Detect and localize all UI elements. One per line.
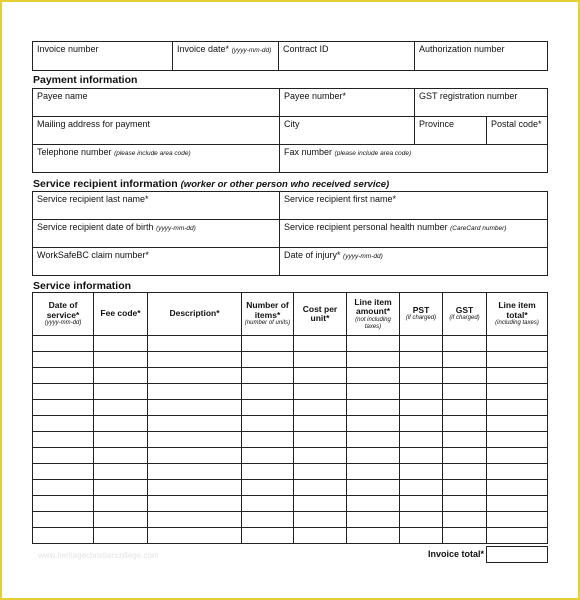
table-cell[interactable] — [400, 416, 443, 432]
table-cell[interactable] — [94, 384, 148, 400]
injury-date-hint: (yyyy-mm-dd) — [343, 253, 383, 260]
table-cell[interactable] — [148, 432, 242, 448]
table-cell[interactable] — [33, 336, 94, 352]
table-cell[interactable] — [347, 464, 400, 480]
authorization-number-field[interactable] — [414, 41, 548, 71]
province-label: Province — [419, 119, 455, 129]
table-row — [33, 352, 548, 368]
column-header — [148, 293, 242, 336]
injury-date-field[interactable] — [279, 247, 548, 276]
table-cell[interactable] — [294, 368, 347, 384]
claim-number-label: WorkSafeBC claim number* — [37, 250, 149, 260]
city-label: City — [284, 119, 300, 129]
table-cell[interactable] — [148, 480, 242, 496]
column-header-hint: (number of units) — [244, 320, 291, 326]
authorization-number-label: Authorization number — [419, 44, 505, 54]
column-header-label: Line item amount* — [354, 296, 392, 316]
table-cell[interactable] — [294, 352, 347, 368]
table-cell[interactable] — [148, 400, 242, 416]
table-cell[interactable] — [33, 512, 94, 528]
table-row — [33, 448, 548, 464]
city-field[interactable] — [279, 116, 415, 145]
table-cell[interactable] — [33, 416, 94, 432]
table-cell[interactable] — [443, 400, 487, 416]
table-cell[interactable] — [400, 464, 443, 480]
table-cell[interactable] — [443, 416, 487, 432]
mailing-address-field[interactable] — [32, 116, 280, 145]
column-header-hint: (if charged) — [449, 315, 480, 322]
recipient-health-number-field[interactable] — [279, 219, 548, 248]
fax-label: Fax number — [284, 147, 333, 157]
column-header-label: PST — [412, 304, 430, 315]
table-cell[interactable] — [487, 512, 548, 528]
table-cell[interactable] — [294, 496, 347, 512]
table-row — [33, 368, 548, 384]
table-cell[interactable] — [347, 496, 400, 512]
table-row — [33, 400, 548, 416]
payee-name-field[interactable] — [32, 88, 280, 117]
table-cell[interactable] — [242, 432, 294, 448]
table-cell[interactable] — [94, 464, 148, 480]
table-cell[interactable] — [94, 512, 148, 528]
table-cell[interactable] — [242, 480, 294, 496]
table-cell[interactable] — [148, 336, 242, 352]
table-cell[interactable] — [242, 384, 294, 400]
gst-registration-label: GST registration number — [419, 91, 518, 101]
column-header-hint: (not including taxes) — [355, 316, 391, 330]
payee-number-label: Payee number* — [284, 91, 347, 101]
table-cell[interactable] — [347, 480, 400, 496]
claim-number-field[interactable] — [32, 247, 280, 276]
table-cell[interactable] — [33, 352, 94, 368]
table-cell[interactable] — [242, 336, 294, 352]
table-cell[interactable] — [347, 368, 400, 384]
table-cell[interactable] — [347, 512, 400, 528]
table-cell[interactable] — [242, 512, 294, 528]
fax-hint: (please include area code) — [334, 150, 412, 157]
table-cell[interactable] — [148, 496, 242, 512]
table-cell[interactable] — [94, 528, 148, 544]
table-cell[interactable] — [400, 384, 443, 400]
recipient-subtitle: (worker or other person who received service) — [180, 179, 390, 190]
recipient-last-name-label: Service recipient last name* — [37, 194, 149, 204]
table-cell[interactable] — [400, 432, 443, 448]
service-section-title: Service information — [33, 280, 132, 292]
table-cell[interactable] — [400, 336, 443, 352]
telephone-hint: (please include area code) — [114, 150, 191, 157]
table-cell[interactable] — [487, 480, 548, 496]
table-cell[interactable] — [242, 528, 294, 544]
column-header — [33, 293, 94, 336]
payment-section-title: Payment information — [33, 74, 138, 86]
table-cell[interactable] — [400, 448, 443, 464]
table-cell[interactable] — [148, 512, 242, 528]
table-cell[interactable] — [487, 464, 548, 480]
invoice-number-field[interactable] — [32, 41, 173, 71]
table-cell[interactable] — [242, 400, 294, 416]
payee-number-field[interactable] — [279, 88, 415, 117]
table-cell[interactable] — [94, 400, 148, 416]
table-cell[interactable] — [443, 496, 487, 512]
table-cell[interactable] — [400, 528, 443, 544]
table-cell[interactable] — [33, 464, 94, 480]
table-cell[interactable] — [443, 384, 487, 400]
table-cell[interactable] — [443, 480, 487, 496]
table-cell[interactable] — [148, 368, 242, 384]
table-cell[interactable] — [148, 384, 242, 400]
gst-registration-field[interactable] — [414, 88, 548, 117]
telephone-field[interactable] — [32, 144, 280, 173]
recipient-section-title — [33, 178, 389, 190]
column-header — [242, 293, 294, 336]
table-cell[interactable] — [148, 416, 242, 432]
table-cell[interactable] — [487, 432, 548, 448]
table-row — [33, 512, 548, 528]
table-cell[interactable] — [294, 448, 347, 464]
table-cell[interactable] — [33, 528, 94, 544]
table-cell[interactable] — [443, 336, 487, 352]
table-cell[interactable] — [94, 496, 148, 512]
table-cell[interactable] — [94, 352, 148, 368]
table-cell[interactable] — [148, 352, 242, 368]
telephone-label: Telephone number — [37, 147, 112, 157]
table-cell[interactable] — [94, 480, 148, 496]
table-cell[interactable] — [294, 480, 347, 496]
table-cell[interactable] — [347, 400, 400, 416]
table-cell[interactable] — [347, 352, 400, 368]
table-row — [33, 496, 548, 512]
table-cell[interactable] — [94, 416, 148, 432]
table-row — [33, 528, 548, 544]
table-cell[interactable] — [294, 416, 347, 432]
watermark-text: www.heritagechristiancollege.com — [38, 551, 159, 560]
table-cell[interactable] — [443, 528, 487, 544]
table-cell[interactable] — [33, 432, 94, 448]
table-cell[interactable] — [148, 448, 242, 464]
table-cell[interactable] — [487, 368, 548, 384]
column-header-label: Description* — [169, 308, 220, 319]
table-cell[interactable] — [487, 496, 548, 512]
column-header-label: Line item total* — [498, 300, 536, 320]
column-header-hint: (if charged) — [405, 315, 437, 322]
table-cell[interactable] — [33, 496, 94, 512]
table-cell[interactable] — [242, 448, 294, 464]
table-cell[interactable] — [242, 416, 294, 432]
table-cell[interactable] — [487, 336, 548, 352]
table-cell[interactable] — [33, 368, 94, 384]
table-cell[interactable] — [242, 352, 294, 368]
table-cell[interactable] — [347, 336, 400, 352]
injury-date-label: Date of injury* — [284, 250, 341, 260]
column-header-label: Date of service* — [46, 300, 80, 320]
payee-name-label: Payee name — [37, 91, 88, 101]
table-cell[interactable] — [347, 384, 400, 400]
table-cell[interactable] — [400, 352, 443, 368]
table-cell[interactable] — [400, 496, 443, 512]
table-cell[interactable] — [487, 352, 548, 368]
table-cell[interactable] — [294, 432, 347, 448]
table-cell[interactable] — [443, 512, 487, 528]
contract-id-label: Contract ID — [283, 44, 329, 54]
table-cell[interactable] — [400, 480, 443, 496]
invoice-date-label: Invoice date* — [177, 44, 230, 54]
table-cell[interactable] — [294, 464, 347, 480]
table-cell[interactable] — [33, 480, 94, 496]
column-header-hint: (including taxes) — [495, 320, 539, 326]
invoice-date-field[interactable] — [172, 41, 279, 71]
table-cell[interactable] — [294, 336, 347, 352]
table-cell[interactable] — [347, 432, 400, 448]
table-cell[interactable] — [347, 416, 400, 432]
table-cell[interactable] — [94, 432, 148, 448]
table-row — [33, 384, 548, 400]
column-header — [294, 293, 347, 336]
table-cell[interactable] — [400, 400, 443, 416]
column-header — [400, 293, 443, 336]
table-cell[interactable] — [487, 448, 548, 464]
table-cell[interactable] — [33, 400, 94, 416]
table-cell[interactable] — [294, 528, 347, 544]
recipient-dob-hint: (yyyy-mm-dd) — [156, 225, 196, 232]
invoice-number-label: Invoice number — [37, 44, 99, 54]
column-header — [347, 293, 400, 336]
table-cell[interactable] — [33, 448, 94, 464]
recipient-dob-field[interactable] — [32, 219, 280, 248]
column-header-hint: (yyyy-mm-dd) — [44, 320, 82, 326]
postal-code-label: Postal code* — [491, 119, 542, 129]
table-cell[interactable] — [294, 512, 347, 528]
column-header-label: Fee code* — [100, 308, 141, 319]
table-cell[interactable] — [347, 528, 400, 544]
recipient-health-number-hint: (CareCard number) — [450, 225, 507, 232]
invoice-date-hint: (yyyy-mm-dd) — [231, 47, 272, 54]
recipient-dob-label: Service recipient date of birth — [37, 222, 154, 232]
table-cell[interactable] — [148, 464, 242, 480]
column-header-label: Number of items* — [246, 300, 289, 320]
recipient-health-number-label: Service recipient personal health number — [284, 222, 448, 232]
service-table-header — [33, 293, 548, 336]
table-cell[interactable] — [487, 384, 548, 400]
table-cell[interactable] — [94, 368, 148, 384]
service-table-body — [33, 336, 548, 544]
invoice-total-field[interactable] — [486, 546, 548, 563]
fax-field[interactable] — [279, 144, 548, 173]
table-cell[interactable] — [242, 368, 294, 384]
table-cell[interactable] — [400, 512, 443, 528]
table-cell[interactable] — [443, 432, 487, 448]
table-cell[interactable] — [242, 496, 294, 512]
table-cell[interactable] — [94, 448, 148, 464]
table-row — [33, 432, 548, 448]
table-row — [33, 416, 548, 432]
column-header — [443, 293, 487, 336]
table-cell[interactable] — [294, 384, 347, 400]
table-row — [33, 464, 548, 480]
column-header — [487, 293, 548, 336]
table-cell[interactable] — [148, 528, 242, 544]
table-cell[interactable] — [94, 336, 148, 352]
column-header-label: GST — [455, 304, 474, 315]
table-cell[interactable] — [443, 368, 487, 384]
table-cell[interactable] — [347, 448, 400, 464]
recipient-last-name-field[interactable] — [32, 191, 280, 220]
recipient-title: Service recipient information — [33, 178, 178, 190]
service-table — [32, 292, 548, 544]
table-cell[interactable] — [294, 400, 347, 416]
province-field[interactable] — [414, 116, 487, 145]
table-cell[interactable] — [443, 464, 487, 480]
postal-code-field[interactable] — [486, 116, 548, 145]
table-cell[interactable] — [400, 368, 443, 384]
column-header-label: Cost per unit* — [302, 303, 338, 323]
invoice-total-label: Invoice total* — [427, 549, 484, 559]
table-row — [33, 480, 548, 496]
table-cell[interactable] — [487, 416, 548, 432]
table-cell[interactable] — [487, 400, 548, 416]
table-cell[interactable] — [33, 384, 94, 400]
recipient-first-name-field[interactable] — [279, 191, 548, 220]
contract-id-field[interactable] — [278, 41, 415, 71]
table-row — [33, 336, 548, 352]
column-header — [94, 293, 148, 336]
table-cell[interactable] — [487, 528, 548, 544]
mailing-address-label: Mailing address for payment — [37, 119, 151, 129]
recipient-first-name-label: Service recipient first name* — [284, 194, 397, 204]
table-cell[interactable] — [242, 464, 294, 480]
table-cell[interactable] — [443, 352, 487, 368]
table-cell[interactable] — [443, 448, 487, 464]
